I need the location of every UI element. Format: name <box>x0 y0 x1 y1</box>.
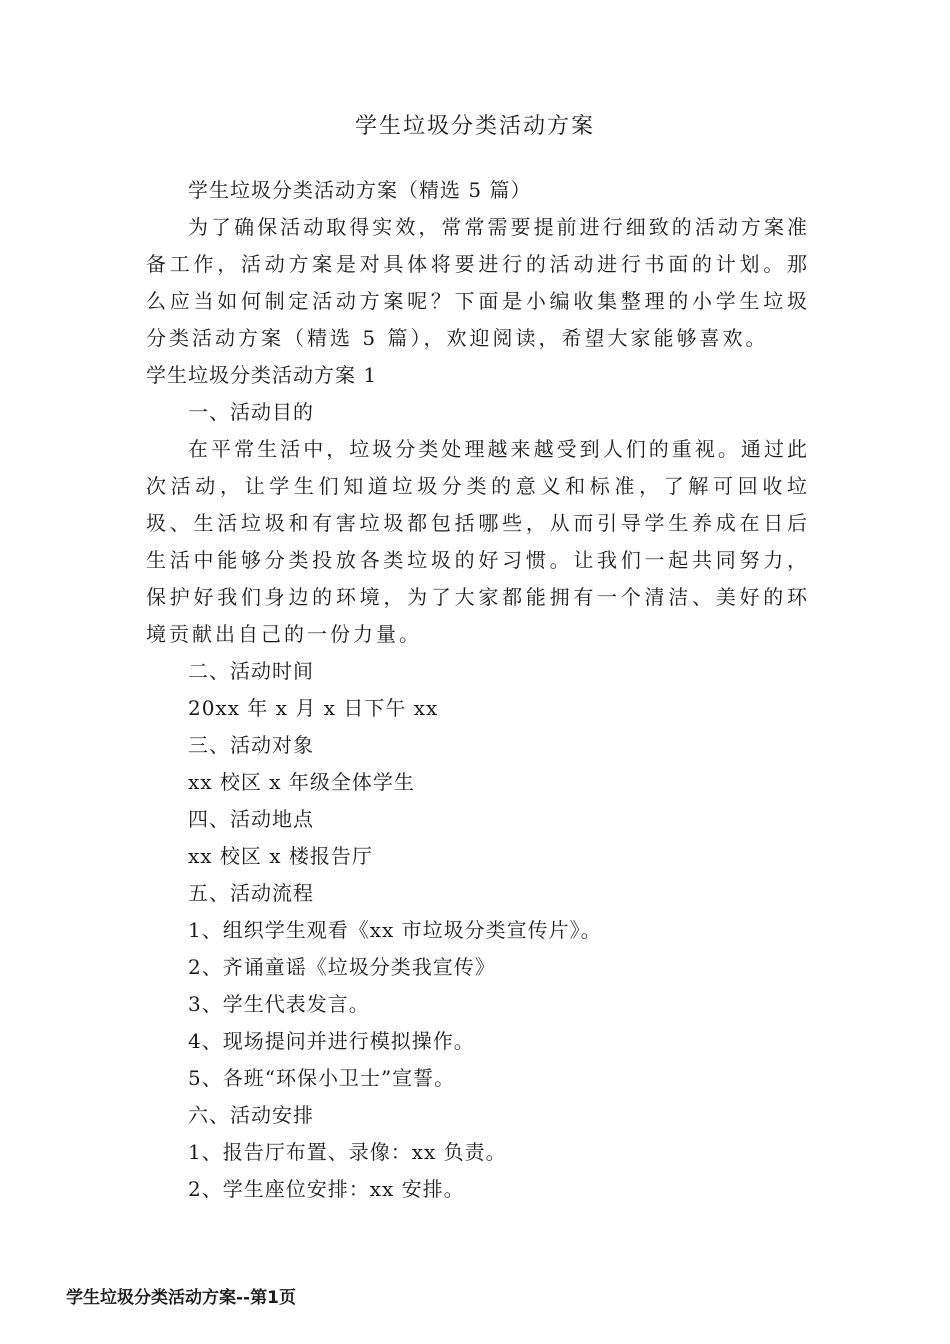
intro-paragraph: 为了确保活动取得实效，常常需要提前进行细致的活动方案准备工作，活动方案是对具体将要进行的活动进行书面的计划。那么应当如何制定活动方案呢？下面是小编收集整理的小学生垃圾分类活动方案（精选 5 篇），欢迎阅读，希望大家能够喜欢。 <box>146 215 810 350</box>
page-footer: 学生垃圾分类活动方案--第1页 <box>66 1288 296 1308</box>
heading-target: 三、活动对象 <box>188 733 314 757</box>
heading-time: 二、活动时间 <box>188 659 314 683</box>
heading-process: 五、活动流程 <box>188 881 314 905</box>
arrangement-item: 2、学生座位安排：xx 安排。 <box>188 1177 465 1201</box>
activity-target: xx 校区 x 年级全体学生 <box>188 770 415 794</box>
section-title: 学生垃圾分类活动方案 1 <box>146 363 378 387</box>
activity-location: xx 校区 x 楼报告厅 <box>188 844 373 868</box>
activity-time: 20xx 年 x 月 x 日下午 xx <box>188 696 439 720</box>
heading-purpose: 一、活动目的 <box>188 400 314 424</box>
document-body <box>146 172 810 1208</box>
arrangement-item: 1、报告厅布置、录像：xx 负责。 <box>188 1140 507 1164</box>
heading-location: 四、活动地点 <box>188 807 314 831</box>
purpose-paragraph: 在平常生活中，垃圾分类处理越来越受到人们的重视。通过此次活动，让学生们知道垃圾分类的意义和标准，了解可回收垃圾、生活垃圾和有害垃圾都包括哪些，从而引导学生养成在日后生活中能够分类投放各类垃圾的好习惯。让我们一起共同努力，保护好我们身边的环境，为了大家都能拥有一个清洁、美好的环境贡献出自己的一份力量。 <box>146 437 810 646</box>
process-item: 3、学生代表发言。 <box>188 992 370 1016</box>
process-item: 5、各班“环保小卫士”宣誓。 <box>188 1066 456 1090</box>
process-item: 2、齐诵童谣《垃圾分类我宣传》 <box>188 955 496 979</box>
document-title: 学生垃圾分类活动方案 <box>354 114 595 139</box>
process-item: 4、现场提问并进行模拟操作。 <box>188 1029 475 1053</box>
document-subtitle: 学生垃圾分类活动方案（精选 5 篇） <box>188 178 532 202</box>
process-item: 1、组织学生观看《xx 市垃圾分类宣传片》。 <box>188 918 602 942</box>
heading-arrangement: 六、活动安排 <box>188 1103 314 1127</box>
